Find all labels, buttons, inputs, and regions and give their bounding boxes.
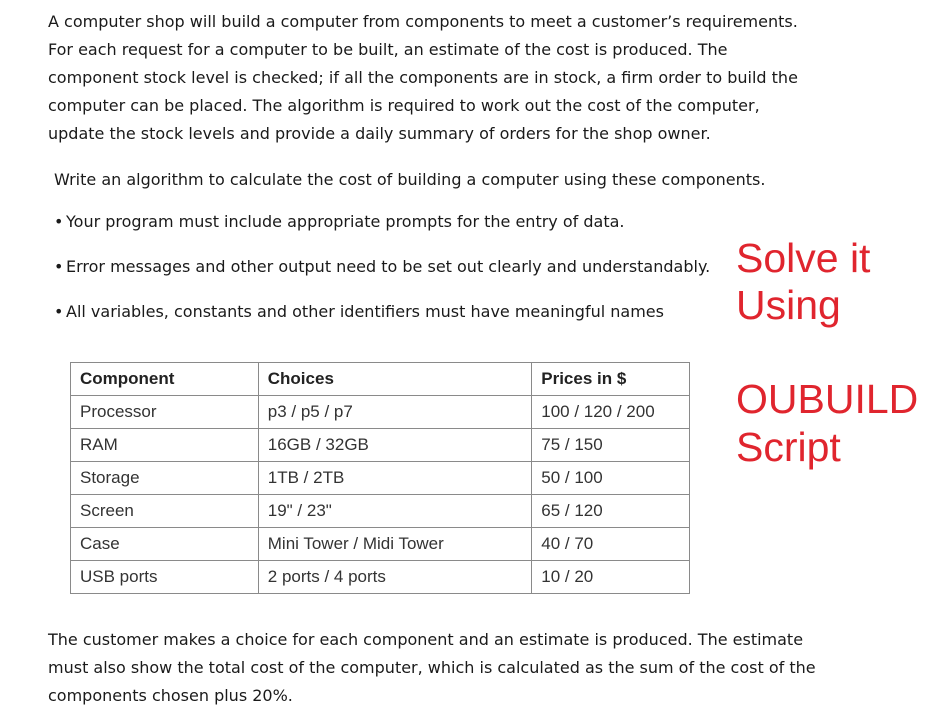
table-row <box>71 429 690 462</box>
table-row <box>71 462 690 495</box>
choices-cell: Mini Tower / Midi Tower <box>258 528 531 561</box>
requirement-item: • All variables, constants and other identifiers must have meaningful names <box>54 298 734 326</box>
annotation-line-3: OUBUILD <box>736 376 919 422</box>
header-component: Component <box>71 363 259 396</box>
component-cell: RAM <box>71 429 259 462</box>
choices-cell: p3 / p5 / p7 <box>258 396 531 429</box>
prices-cell: 65 / 120 <box>532 495 690 528</box>
requirement-item: • Error messages and other output need to be set out clearly and understandably. <box>54 253 734 281</box>
closing-line: components chosen plus 20%. <box>48 686 293 705</box>
choices-cell: 1TB / 2TB <box>258 462 531 495</box>
closing-line: The customer makes a choice for each component and an estimate is produced. The estimate <box>48 630 804 649</box>
component-cell: USB ports <box>71 561 259 594</box>
choices-cell: 16GB / 32GB <box>258 429 531 462</box>
component-cell: Case <box>71 528 259 561</box>
annotation-line-4: Script <box>736 424 841 470</box>
task-statement: Write an algorithm to calculate the cost of building a computer using these components. <box>54 170 766 189</box>
requirement-item: • Your program must include appropriate prompts for the entry of data. <box>54 208 734 236</box>
choices-cell: 19" / 23" <box>258 495 531 528</box>
annotation-line-2: Using <box>736 282 841 328</box>
intro-line: update the stock levels and provide a daily summary of orders for the shop owner. <box>48 124 711 143</box>
intro-line: For each request for a computer to be built, an estimate of the cost is produced. The <box>48 40 728 59</box>
component-cell: Storage <box>71 462 259 495</box>
closing-paragraph <box>48 626 868 710</box>
intro-line: computer can be placed. The algorithm is required to work out the cost of the computer, <box>48 96 760 115</box>
intro-paragraph <box>48 8 848 148</box>
header-prices: Prices in $ <box>532 363 690 396</box>
header-choices: Choices <box>258 363 531 396</box>
table-row <box>71 561 690 594</box>
requirements-list <box>54 208 734 343</box>
component-cell: Screen <box>71 495 259 528</box>
prices-cell: 40 / 70 <box>532 528 690 561</box>
choices-cell: 2 ports / 4 ports <box>258 561 531 594</box>
component-cell: Processor <box>71 396 259 429</box>
table-row <box>71 495 690 528</box>
table-row <box>71 528 690 561</box>
intro-line: component stock level is checked; if all the components are in stock, a firm order to build the <box>48 68 798 87</box>
closing-line: must also show the total cost of the computer, which is calculated as the sum of the cost of the <box>48 658 816 677</box>
intro-line: A computer shop will build a computer from components to meet a customer’s requirements. <box>48 12 798 31</box>
table-header-row <box>71 363 690 396</box>
prices-cell: 10 / 20 <box>532 561 690 594</box>
prices-cell: 100 / 120 / 200 <box>532 396 690 429</box>
table-row <box>71 396 690 429</box>
prices-cell: 75 / 150 <box>532 429 690 462</box>
components-table <box>70 362 690 594</box>
annotation-line-1: Solve it <box>736 235 871 281</box>
prices-cell: 50 / 100 <box>532 462 690 495</box>
